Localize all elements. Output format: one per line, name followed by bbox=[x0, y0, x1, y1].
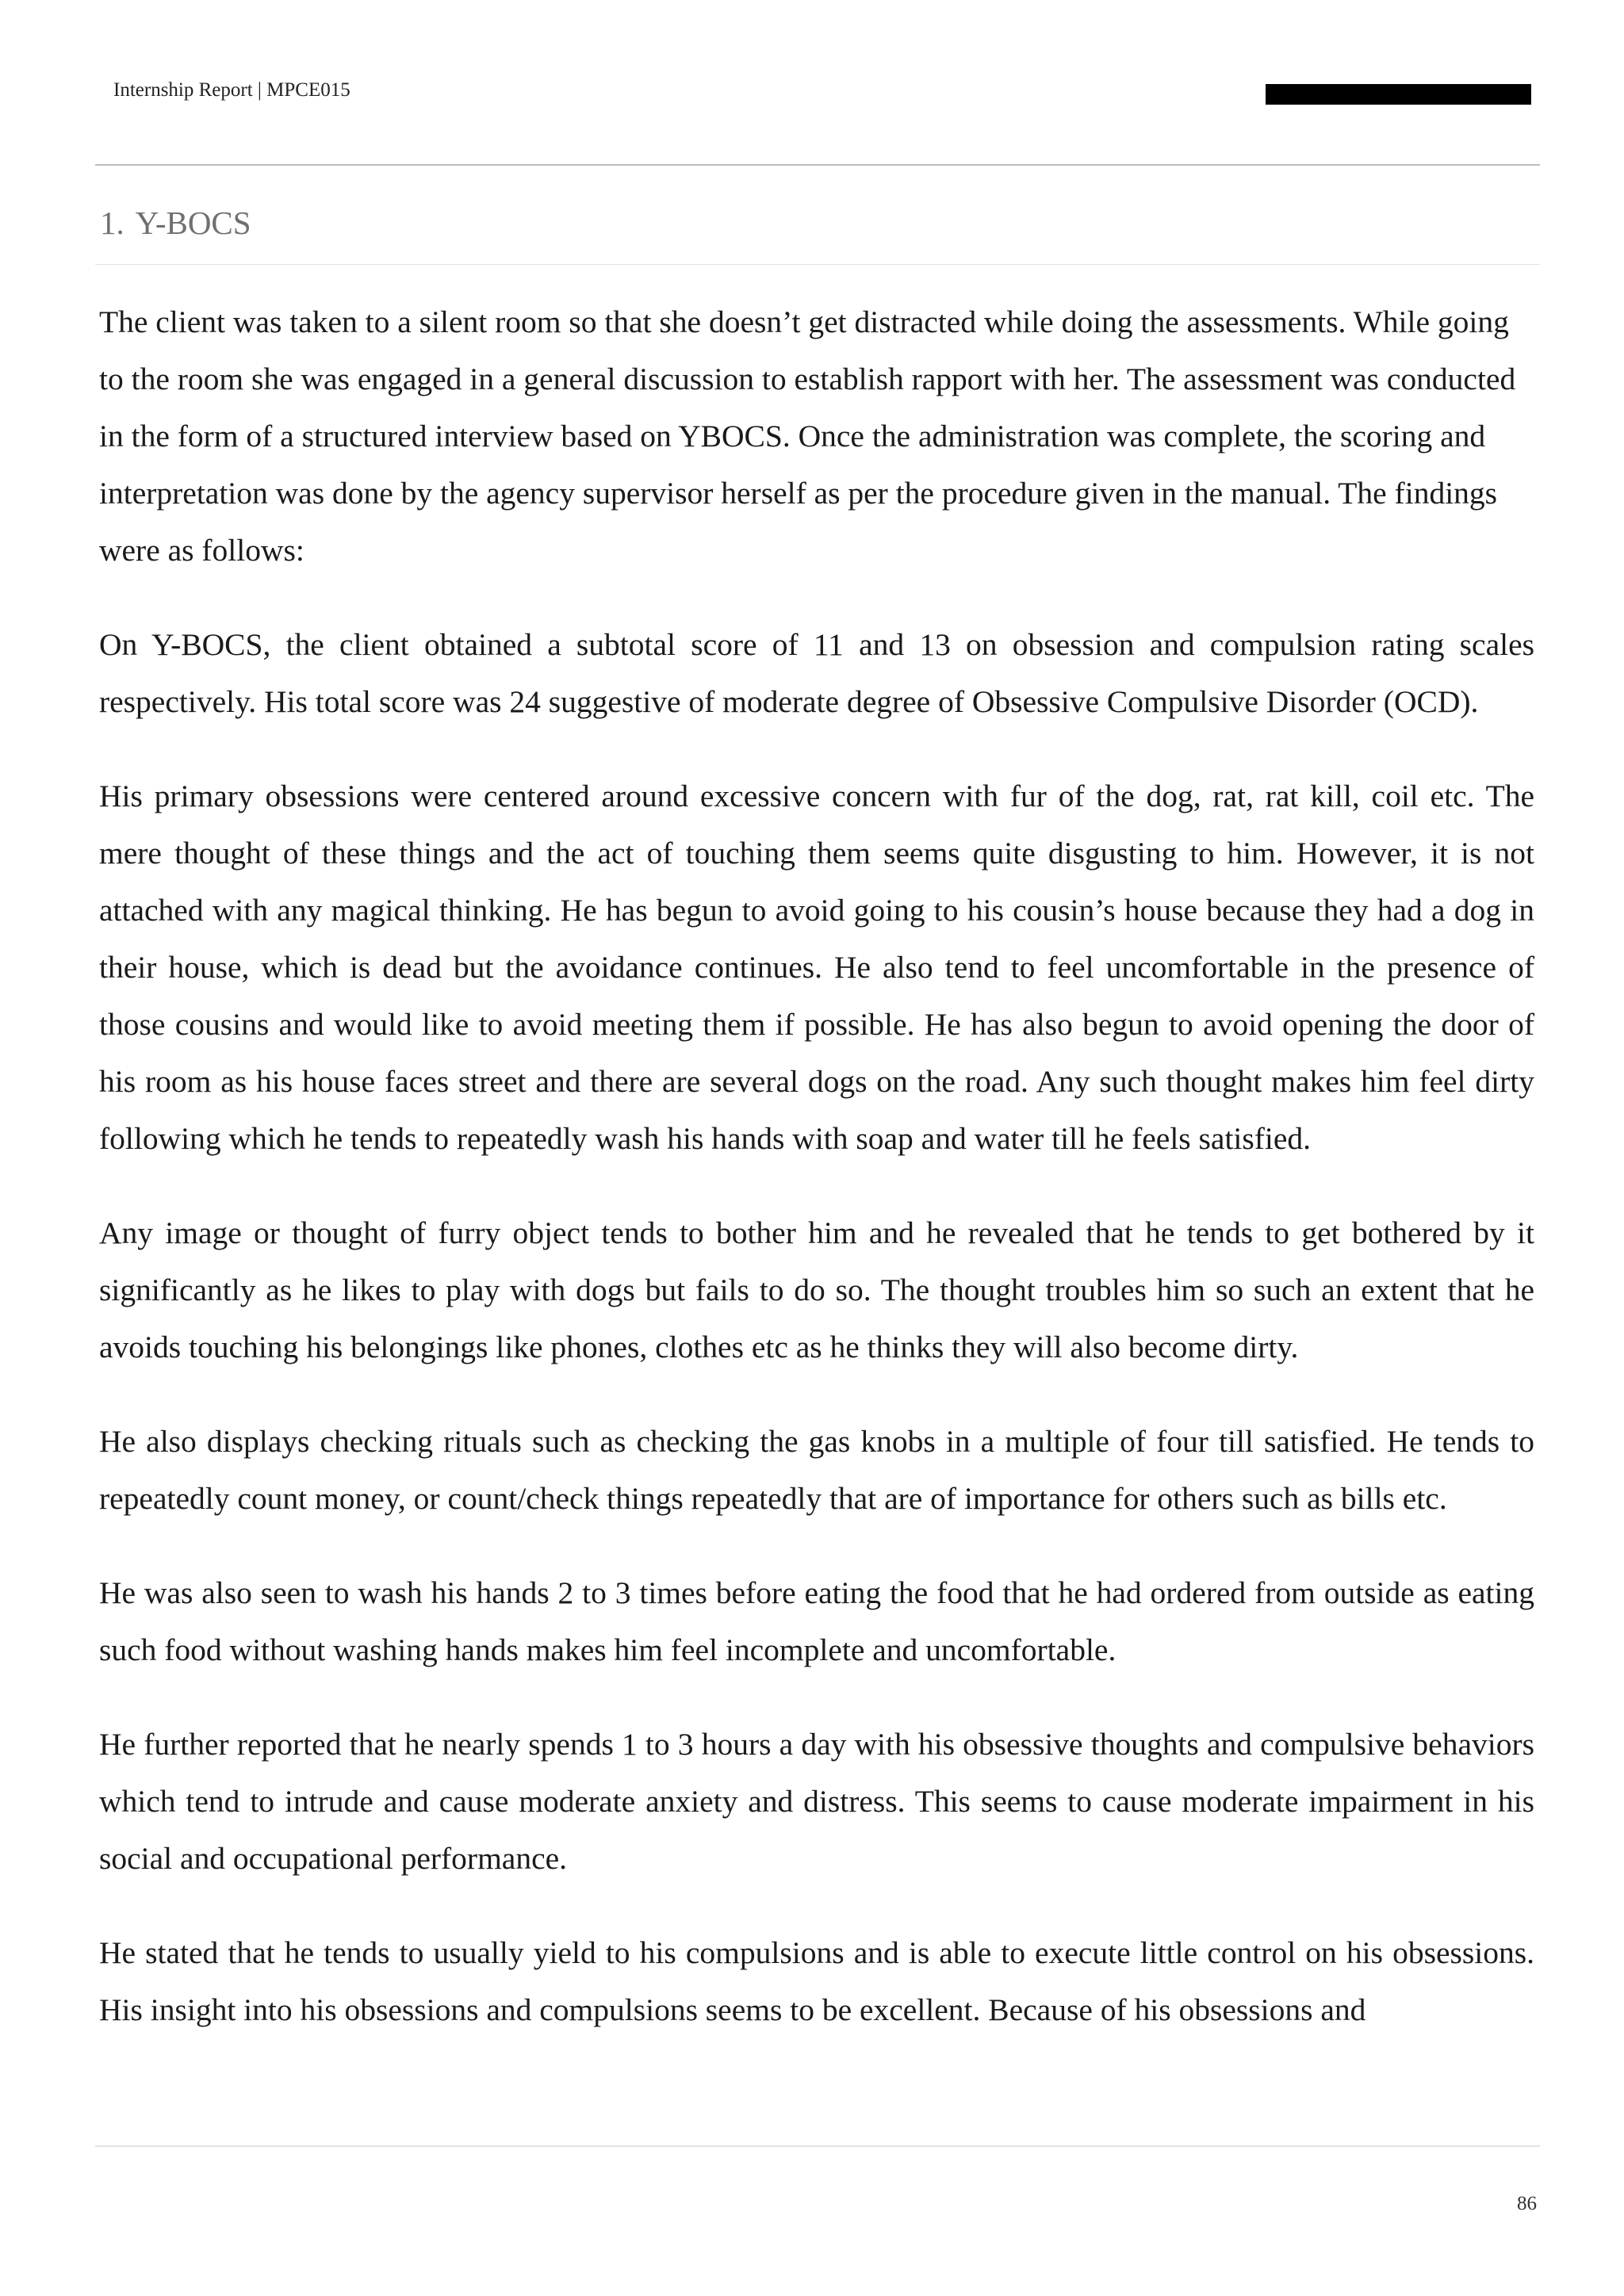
paragraph-furry-objects: Any image or thought of furry object tends to bother him and he revealed that he tends to get bothered by it significantly as he likes to play with dogs but fails to do so. The thought troubles him so such an extent that he avoids touching his belongings like phones, clothes etc as he thinks they will also become dirty. bbox=[99, 1215, 1534, 1364]
header-black-bar bbox=[1266, 84, 1531, 105]
paragraph-primary-obsessions: His primary obsessions were centered around excessive concern with fur of the dog, rat, rat kill, coil etc. The mere thought of these things and the act of touching them seems quite disgusting to him. However, it is not attached with any magical thinking. He has begun to avoid going to his cousin’s house because they had a dog in their house, which is dead but the avoidance continues. He also tend to feel uncomfortable in the presence of those cousins and would like to avoid meeting them if possible. He has also begun to avoid opening the door of his room as his house faces street and there are several dogs on the road. Any such thought makes him feel dirty following which he tends to repeatedly wash his hands with soap and water till he feels satisfied. bbox=[99, 779, 1534, 1156]
running-header-title: Internship Report | MPCE015 bbox=[113, 79, 350, 101]
paragraph-insight: He stated that he tends to usually yield to his compulsions and is able to execute little control on his obsessions. His insight into his obsessions and compulsions seems to be excellent. Because of his obsessions and bbox=[99, 1935, 1534, 2027]
section-number: 1. bbox=[100, 205, 124, 241]
section-heading-divider bbox=[95, 264, 1540, 265]
body-text bbox=[99, 293, 1534, 2076]
page-number: 86 bbox=[1517, 2193, 1537, 2214]
paragraph-assessment-procedure: The client was taken to a silent room so that she doesn’t get distracted while doing the assessments. While going to the room she was engaged in a general discussion to establish rapport with her. The assessment was conducted in the form of a structured interview based on YBOCS. Once the administration was complete, the scoring and interpretation was done by the agency supervisor herself as per the procedure given in the manual. The findings were as follows: bbox=[99, 304, 1516, 568]
footer-divider bbox=[95, 2145, 1540, 2147]
paragraph-hand-washing: He was also seen to wash his hands 2 to 3 times before eating the food that he had ordered from outside as eating such food without washing hands makes him feel incomplete and uncomfortable. bbox=[99, 1575, 1534, 1667]
section-heading bbox=[100, 203, 251, 243]
paragraph-time-spent: He further reported that he nearly spends 1 to 3 hours a day with his obsessive thoughts and compulsive behaviors which tend to intrude and cause moderate anxiety and distress. This seems to cause moderate impairment in his social and occupational performance. bbox=[99, 1727, 1534, 1876]
section-title: Y-BOCS bbox=[135, 205, 251, 241]
header-divider bbox=[95, 164, 1540, 166]
paragraph-checking-rituals: He also displays checking rituals such as checking the gas knobs in a multiple of four till satisfied. He tends to repeatedly count money, or count/check things repeatedly that are of importance for others such as bills etc. bbox=[99, 1424, 1534, 1516]
paragraph-scores: On Y-BOCS, the client obtained a subtotal score of 11 and 13 on obsession and compulsion rating scales respectively. His total score was 24 suggestive of moderate degree of Obsessive Compulsive Disorder (OCD). bbox=[99, 627, 1534, 719]
